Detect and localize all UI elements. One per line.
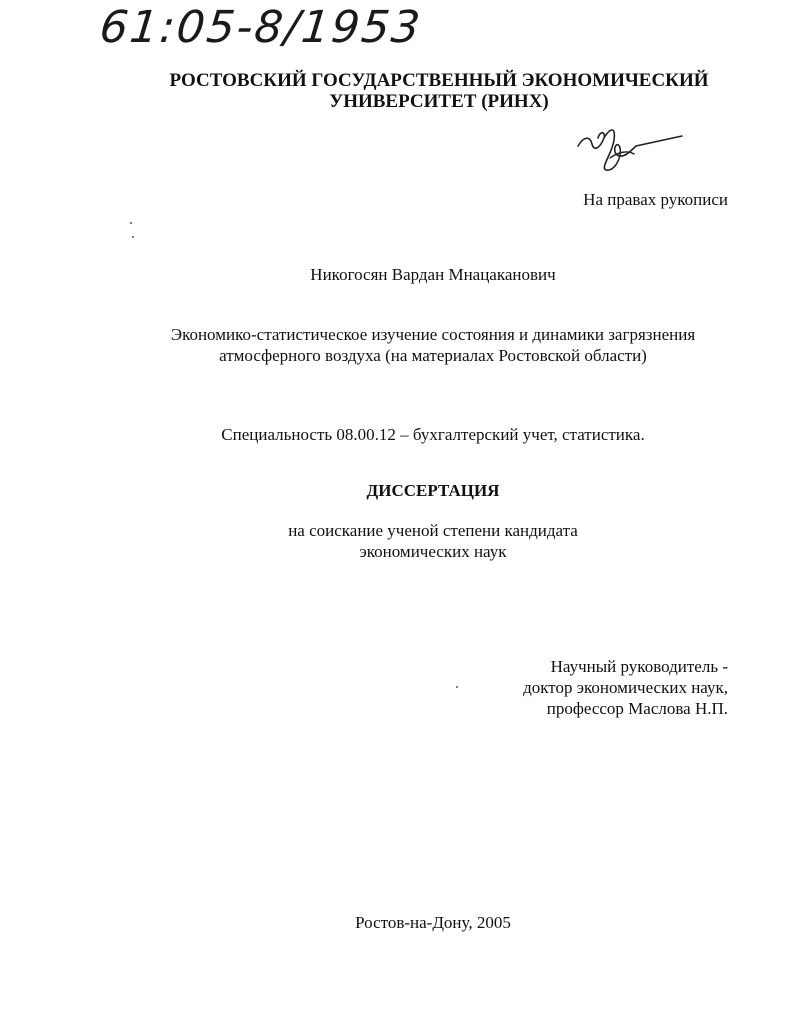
advisor-line-2: доктор экономических наук, (523, 678, 728, 697)
place-and-year: Ростов-на-Дону, 2005 (355, 913, 511, 932)
degree-statement (34, 520, 798, 562)
advisor-line-3: профессор Маслова Н.П. (546, 699, 728, 718)
university-line-1: РОСТОВСКИЙ ГОСУДАРСТВЕННЫЙ ЭКОНОМИЧЕСКИЙ (169, 70, 709, 91)
title-line-1: Экономико-статистическое изучение состояния и динамики загрязнения (170, 325, 696, 344)
degree-line-2: экономических наук (359, 542, 507, 561)
manuscript-rights-note: На правах рукописи (583, 190, 728, 209)
scan-speck (130, 222, 132, 224)
document-type-heading: ДИССЕРТАЦИЯ (366, 481, 500, 500)
scan-speck (456, 686, 458, 688)
advisor-line-1: Научный руководитель - (550, 657, 728, 676)
dissertation-title (34, 324, 798, 366)
archive-stamp-code: 61:05-8/1953 (97, 2, 425, 53)
scientific-advisor-block (523, 656, 728, 719)
university-header (40, 70, 798, 112)
specialty-line: Специальность 08.00.12 – бухгалтерский учет, статистика. (221, 425, 645, 444)
degree-line-1: на соискание ученой степени кандидата (288, 521, 578, 540)
university-line-2: УНИВЕРСИТЕТ (РИНХ) (329, 91, 549, 112)
scan-speck (132, 236, 134, 238)
title-line-2: атмосферного воздуха (на материалах Ростовской области) (219, 346, 647, 365)
handwritten-signature-icon (570, 118, 690, 178)
author-name: Никогосян Вардан Мнацаканович (310, 265, 556, 284)
